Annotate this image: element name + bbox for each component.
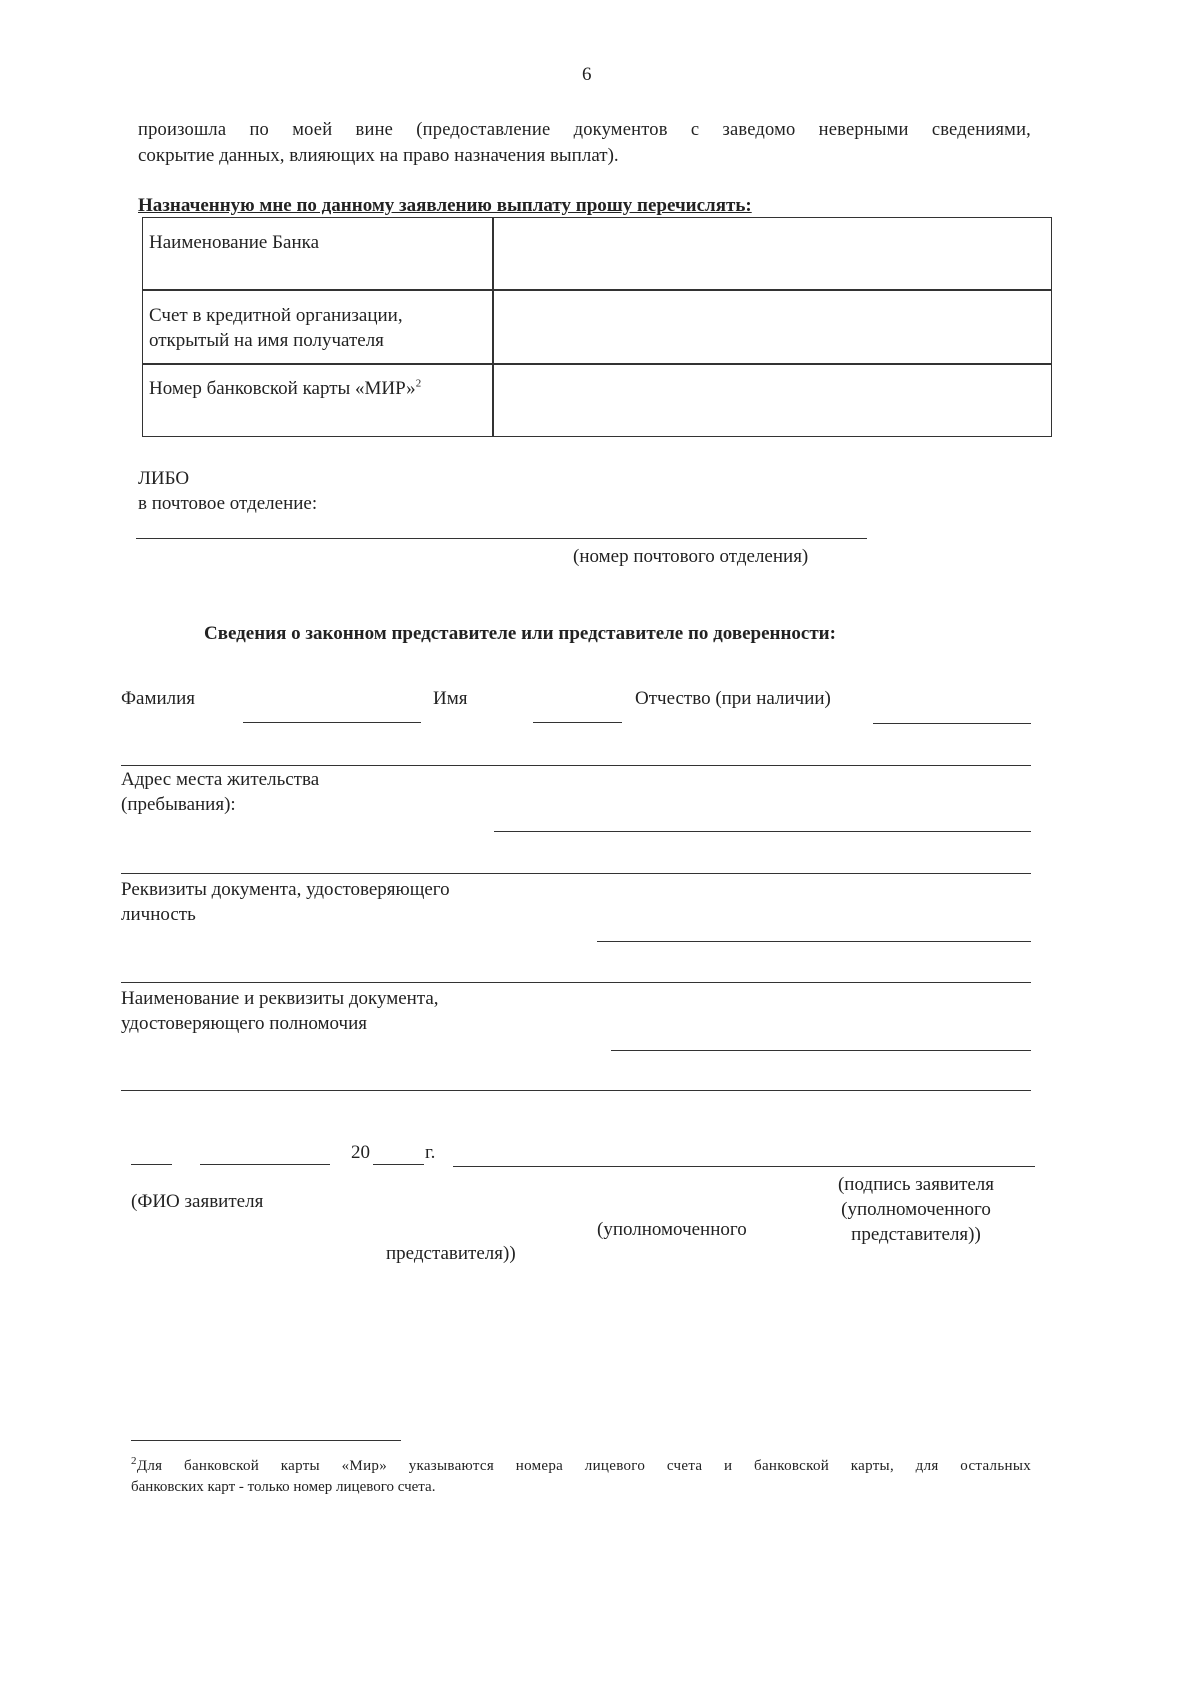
intro-line-2: сокрытие данных, влияющих на право назначения выплат). <box>138 145 619 166</box>
card-footnote-mark: 2 <box>415 377 422 390</box>
auth-doc-label-line-1: Наименование и реквизиты документа, <box>121 988 439 1009</box>
auth-doc-label-line-2: удостоверяющего полномочия <box>121 1013 367 1034</box>
signature-field-line[interactable] <box>453 1166 1035 1167</box>
payment-heading: Назначенную мне по данному заявлению выплату прошу перечислять: <box>138 195 752 216</box>
auth-doc-extra-line[interactable] <box>121 1090 1031 1091</box>
account-label-cell <box>142 289 494 365</box>
account-label-line-1: Счет в кредитной организации, <box>149 305 403 326</box>
id-doc-extra-line[interactable] <box>121 982 1031 983</box>
card-label-cell <box>142 363 494 437</box>
surname-label: Фамилия <box>121 688 196 709</box>
footnote-mark: 2 <box>131 1455 137 1467</box>
post-office-label: в почтовое отделение: <box>138 493 318 514</box>
fio-caption-line-1: (ФИО заявителя <box>131 1191 264 1212</box>
year-field-line[interactable] <box>373 1164 424 1165</box>
id-doc-field-line[interactable] <box>597 941 1031 942</box>
name-field-line[interactable] <box>533 722 622 723</box>
sign-caption-line-2: (уполномоченного <box>841 1199 991 1220</box>
address-field-line[interactable] <box>494 831 1031 832</box>
card-label <box>149 376 421 401</box>
card-value-cell[interactable] <box>492 363 1052 437</box>
footnote-line-2: банковских карт - только номер лицевого счета. <box>131 1479 436 1495</box>
id-doc-label-line-1: Реквизиты документа, удостоверяющего <box>121 879 450 900</box>
address-label-line-1: Адрес места жительства <box>121 769 320 790</box>
sign-caption-line-3: представителя)) <box>851 1224 981 1245</box>
patronymic-field-line[interactable] <box>873 723 1031 724</box>
year-suffix: г. <box>425 1142 436 1163</box>
bank-name-value-cell[interactable] <box>492 217 1052 291</box>
or-label: ЛИБО <box>138 468 190 489</box>
name-label: Имя <box>433 688 468 709</box>
bank-name-label: Наименование Банка <box>149 232 320 253</box>
page-number: 6 <box>582 64 592 85</box>
surname-field-line[interactable] <box>243 722 421 723</box>
card-label-text: Номер банковской карты «МИР» <box>149 378 416 399</box>
auth-doc-field-line[interactable] <box>611 1050 1031 1051</box>
account-value-cell[interactable] <box>492 289 1052 365</box>
footnote-text-1: Для банковской карты «Мир» указываются номера лицевого счета и банковской карты, для остальных <box>136 1458 1031 1474</box>
id-doc-label-line-2: личность <box>121 904 196 925</box>
account-label-line-2: открытый на имя получателя <box>149 330 384 351</box>
post-office-caption: (номер почтового отделения) <box>573 546 809 567</box>
post-office-field-line[interactable] <box>136 538 867 539</box>
sign-caption-line-1: (подпись заявителя <box>837 1174 995 1195</box>
footnote-line-1 <box>131 1456 1031 1477</box>
date-day-line[interactable] <box>131 1164 172 1165</box>
intro-line-1: произошла по моей вине (предоставление документов с заведомо неверными сведениями, <box>138 120 1031 140</box>
representative-heading: Сведения о законном представителе или представителе по доверенности: <box>204 623 836 644</box>
year-prefix: 20 <box>351 1142 370 1163</box>
fio-caption-line-2: представителя)) <box>386 1243 516 1264</box>
patronymic-label: Отчество (при наличии) <box>635 688 831 709</box>
name-row-extra-line[interactable] <box>121 765 1031 766</box>
date-month-line[interactable] <box>200 1164 330 1165</box>
middle-caption: (уполномоченного <box>597 1219 747 1240</box>
address-extra-line[interactable] <box>121 873 1031 874</box>
bank-name-label-cell <box>142 217 494 291</box>
footnote-separator <box>131 1440 401 1441</box>
address-label-line-2: (пребывания): <box>121 794 236 815</box>
